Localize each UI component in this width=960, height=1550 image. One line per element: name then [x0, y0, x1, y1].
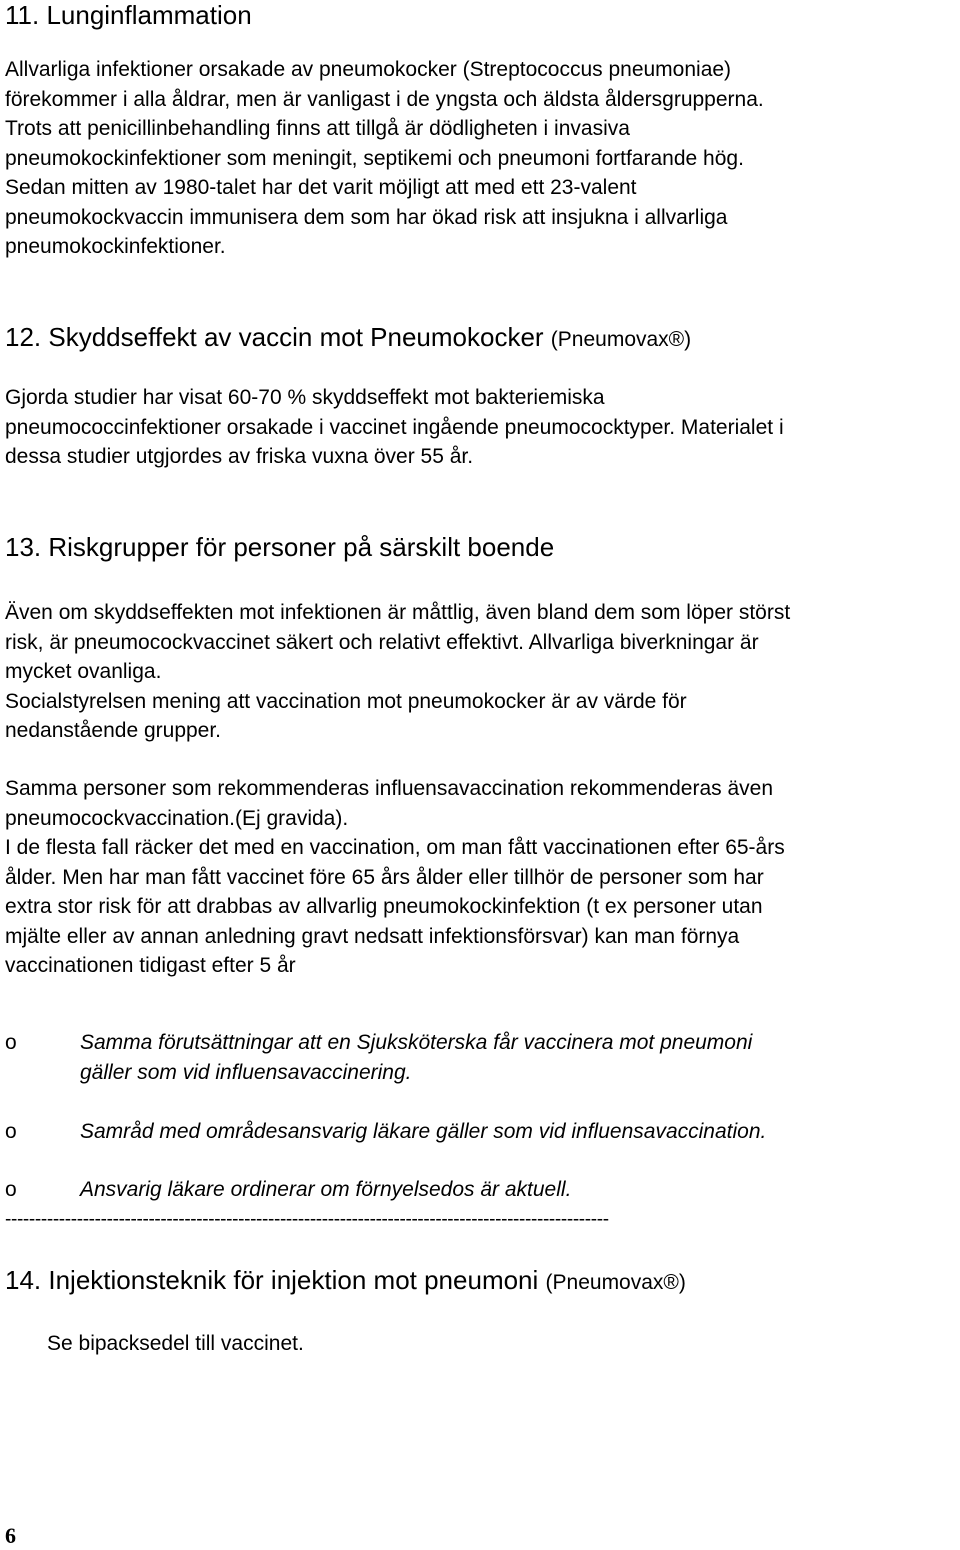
text-line: nedanstående grupper.	[5, 719, 222, 742]
section-11-heading: 11. Lunginflammation	[5, 0, 252, 30]
text-line: risk, är pneumocockvaccinet säkert och relativt effektivt. Allvarliga biverkningar är	[5, 630, 759, 654]
section-14-heading	[5, 1265, 686, 1298]
section-14-product: (Pneumovax®)	[545, 1271, 686, 1294]
text-line: mycket ovanliga.	[5, 660, 162, 683]
text-line: pneumocockvaccination.(Ej gravida).	[5, 806, 349, 830]
text-line: Trots att penicillinbehandling finns att tillgå är dödligheten i invasiva	[5, 117, 630, 140]
bullet-marker: o	[5, 1120, 17, 1143]
text-line: pneumococcinfektioner orsakade i vaccinet ingående pneumococktyper. Materialet i	[5, 415, 784, 439]
bullet-marker: o	[5, 1031, 17, 1054]
section-13-paragraph-2	[5, 774, 785, 981]
section-11-text	[5, 55, 764, 262]
bullet-text-line: Ansvarig läkare ordinerar om förnyelsedos är aktuell.	[80, 1178, 572, 1201]
section-14-title: 14. Injektionsteknik för injektion mot pneumoni	[5, 1265, 539, 1295]
bullet-marker: o	[5, 1178, 17, 1201]
text-line: Sedan mitten av 1980-talet har det varit möjligt att med ett 23-valent	[5, 176, 637, 199]
section-12-text	[5, 383, 784, 472]
bullet-text-line: Samråd med områdesansvarig läkare gäller som vid influensavaccination.	[80, 1120, 767, 1143]
text-line: Allvarliga infektioner orsakade av pneumokocker (Streptococcus pneumoniae)	[5, 58, 732, 81]
section-14-text: Se bipacksedel till vaccinet.	[47, 1332, 304, 1355]
text-line: pneumokockinfektioner som meningit, septikemi och pneumoni fortfarande hög.	[5, 146, 744, 170]
text-line: dessa studier utgjordes av friska vuxna över 55 år.	[5, 445, 474, 468]
section-12-heading	[5, 322, 691, 355]
page-number: 6	[5, 1523, 16, 1548]
section-13-heading: 13. Riskgrupper för personer på särskilt boende	[5, 532, 555, 562]
text-line: extra stor risk för att drabbas av allvarlig pneumokockinfektion (t ex personer utan	[5, 895, 763, 918]
text-line: pneumokockinfektioner.	[5, 235, 226, 258]
dashed-divider: -----------------------------------------------------------------------------------------------------	[5, 1209, 609, 1230]
text-line: förekommer i alla åldrar, men är vanligast i de yngsta och äldsta åldersgrupperna.	[5, 87, 764, 111]
section-13-paragraph-1	[5, 598, 790, 746]
text-line: Samma personer som rekommenderas influensavaccination rekommenderas även	[5, 777, 774, 800]
text-line: Socialstyrelsen mening att vaccination mot pneumokocker är av värde för	[5, 689, 687, 713]
bullet-text-line: Samma förutsättningar att en Sjuksköterska får vaccinera mot pneumoni	[80, 1031, 753, 1054]
bullet-text-line: gäller som vid influensavaccinering.	[80, 1061, 412, 1084]
text-line: Även om skyddseffekten mot infektionen är måttlig, även bland dem som löper störst	[5, 601, 791, 624]
section-12-product: (Pneumovax®)	[550, 328, 692, 351]
text-line: mjälte eller av annan anledning gravt nedsatt infektionsförsvar) kan man förnya	[5, 924, 740, 948]
text-line: Gjorda studier har visat 60-70 % skyddseffekt mot bakteriemiska	[5, 386, 605, 409]
text-line: I de flesta fall räcker det med en vaccination, om man fått vaccinationen efter 65-års	[5, 836, 785, 859]
text-line: vaccinationen tidigast efter 5 år	[5, 954, 296, 977]
section-12-title: 12. Skyddseffekt av vaccin mot Pneumokocker	[5, 322, 544, 352]
text-line: ålder. Men har man fått vaccinet före 65 års ålder eller tillhör de personer som har	[5, 865, 764, 889]
text-line: pneumokockvaccin immunisera dem som har ökad risk att insjukna i allvarliga	[5, 205, 728, 229]
